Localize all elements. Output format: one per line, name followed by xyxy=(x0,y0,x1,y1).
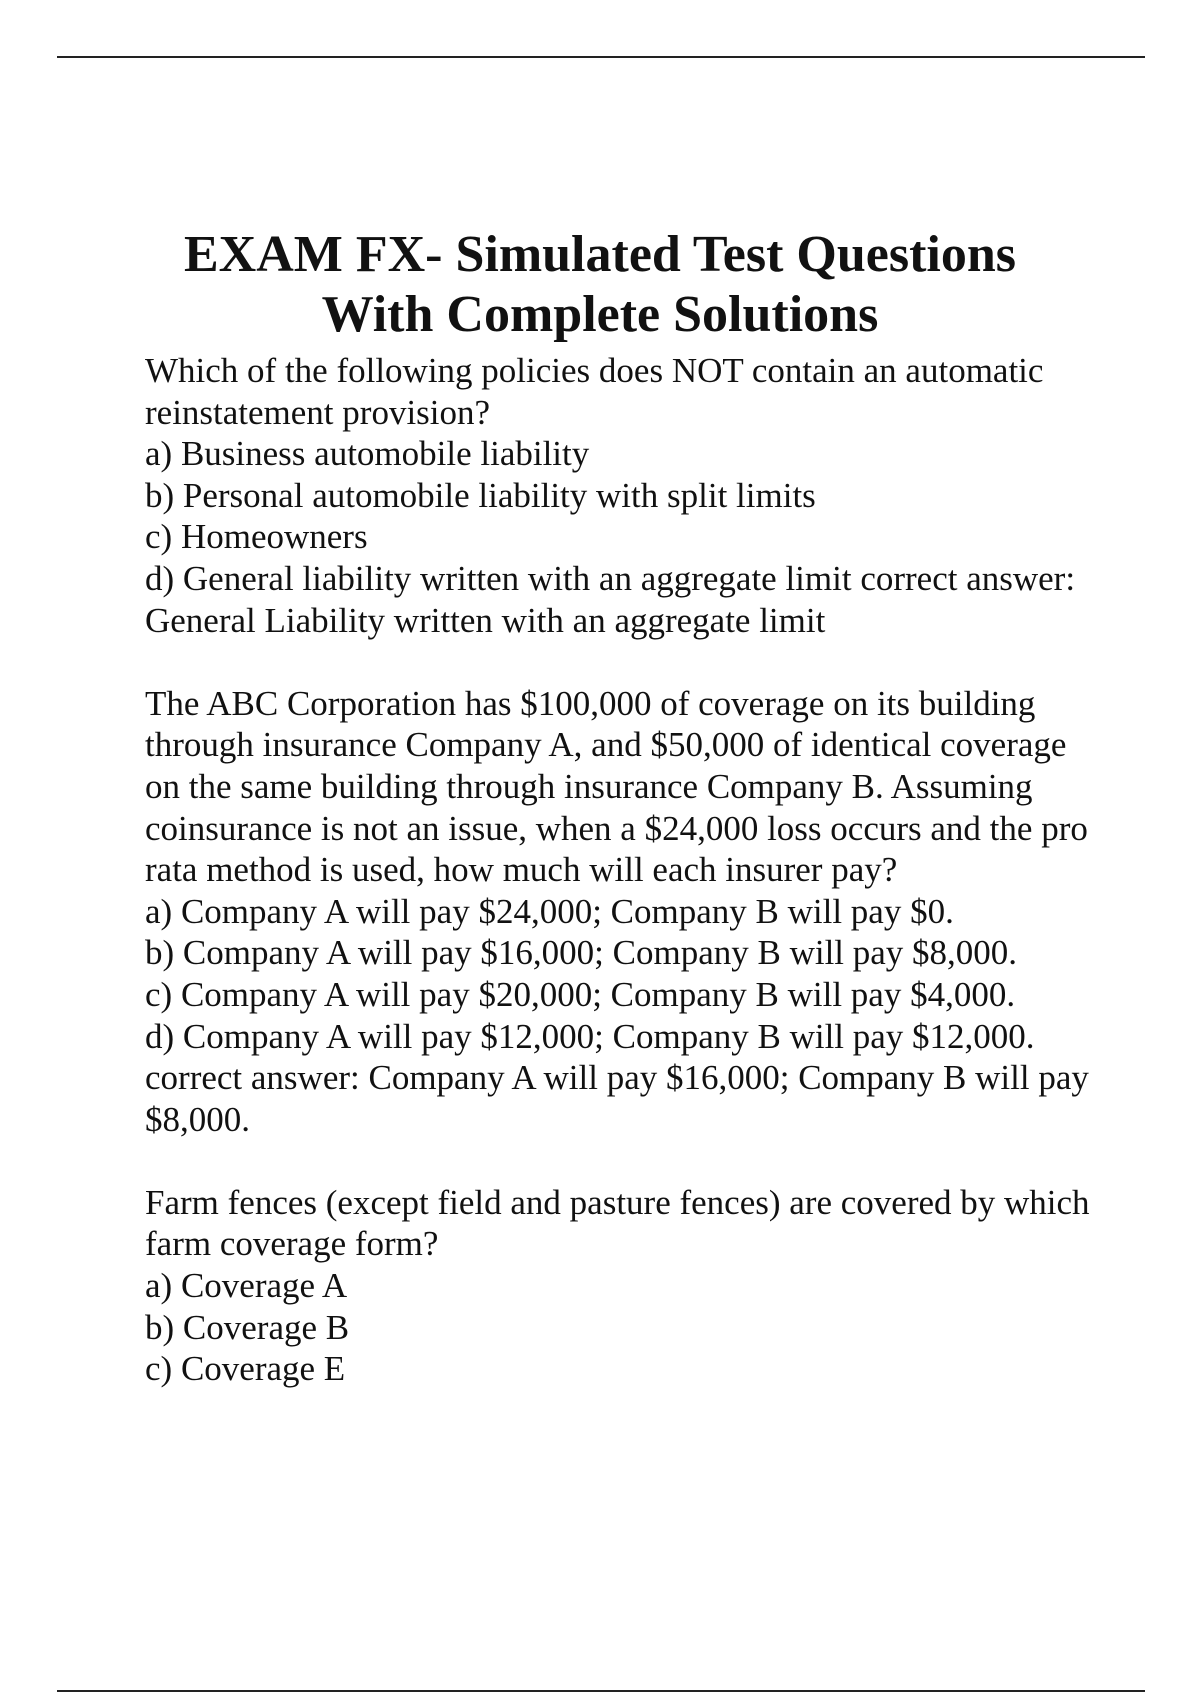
document-title xyxy=(0,225,1200,345)
question-2 xyxy=(145,683,1105,1141)
answer-option: d) General liability written with an aggregate limit correct answer: General Liability written with an aggregate limit xyxy=(145,558,1076,640)
answer-option: c) Coverage E xyxy=(145,1349,346,1389)
question-stem: Which of the following policies does NOT contain an automatic reinstatement provision? xyxy=(145,351,1044,432)
questions-list xyxy=(145,350,1105,1390)
answer-option: a) Coverage A xyxy=(145,1266,348,1306)
answer-option: c) Homeowners xyxy=(145,517,368,557)
bottom-rule xyxy=(57,1690,1145,1692)
title-line-1: EXAM FX- Simulated Test Questions xyxy=(183,225,1017,283)
title-line-2: With Complete Solutions xyxy=(321,285,879,343)
answer-option: d) Company A will pay $12,000; Company B will pay $12,000. correct answer: Company A will pay $16,000; Company B will pay $8,000. xyxy=(145,1016,1089,1139)
answer-option: b) Personal automobile liability with split limits xyxy=(145,475,816,515)
answer-option: b) Coverage B xyxy=(145,1307,350,1347)
question-stem: Farm fences (except field and pasture fences) are covered by which farm coverage form? xyxy=(145,1182,1090,1264)
answer-option: c) Company A will pay $20,000; Company B will pay $4,000. xyxy=(145,974,1016,1014)
answer-option: b) Company A will pay $16,000; Company B will pay $8,000. xyxy=(145,933,1018,973)
answer-option: a) Company A will pay $24,000; Company B will pay $0. xyxy=(145,891,954,931)
answer-option: a) Business automobile liability xyxy=(145,434,590,474)
question-3 xyxy=(145,1182,1105,1390)
question-stem: The ABC Corporation has $100,000 of coverage on its building through insurance Company A, and $50,000 of identical coverage on the same building through insurance Company B. Assuming coinsurance is not an issue, when a $24,000 loss occurs and the pro rata method is used, how much will each insurer pay? xyxy=(145,683,1088,890)
question-1 xyxy=(145,350,1105,641)
top-rule xyxy=(57,56,1145,58)
